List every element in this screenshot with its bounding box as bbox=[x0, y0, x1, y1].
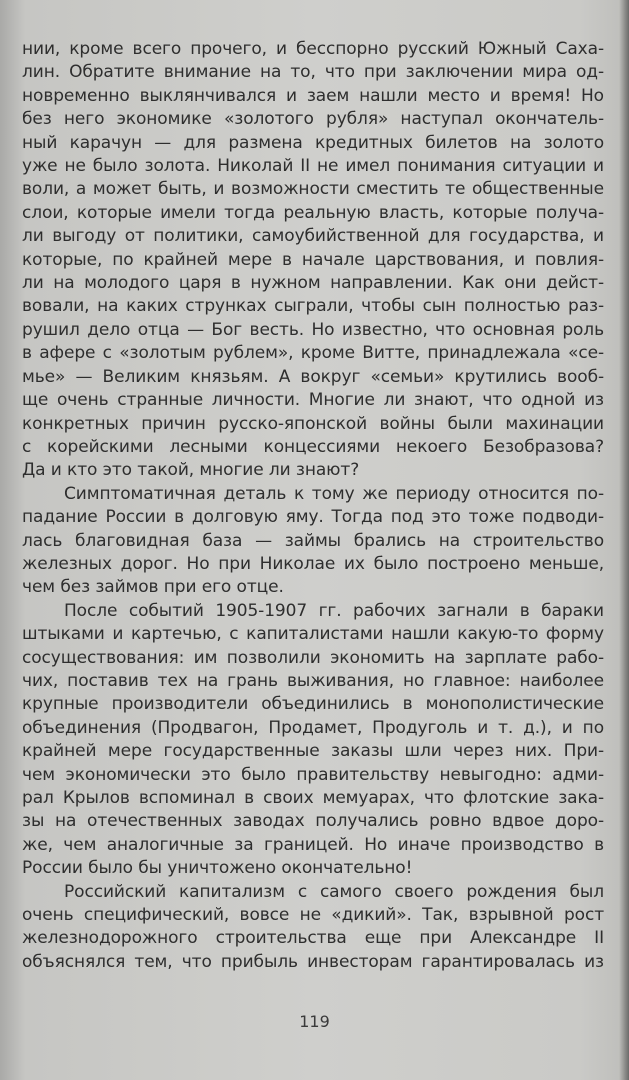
text-line: Симптоматичная деталь к тому же периоду относится по- bbox=[64, 483, 604, 504]
text-line: слои, которые имели тогда реальную власть, которые получа- bbox=[22, 202, 604, 223]
text-line: нии, кроме всего прочего, и бесспорно русский Южный Саха- bbox=[22, 39, 604, 59]
text-line: без него экономике «золотого рубля» наступал окончатель- bbox=[22, 109, 604, 130]
text-line: падание России в долговую яму. Тогда под это тоже подводи- bbox=[22, 507, 604, 528]
text-line: лась благовидная база — займы брались на строительство bbox=[22, 530, 604, 551]
text-line: мье» — Великим князьям. А вокруг «семьи» крутились вооб- bbox=[22, 366, 604, 387]
text-line: крупные производители объединились в монополистические bbox=[22, 694, 604, 715]
text-line: уже не было золота. Николай II не имел понимания ситуации и bbox=[22, 156, 604, 177]
text-line: России было бы уничтожено окончательно! bbox=[22, 858, 413, 879]
paragraph bbox=[22, 881, 604, 975]
text-line: же, чем аналогичные за границей. Но иначе производство в bbox=[22, 834, 604, 855]
text-line: чем без займов при его отце. bbox=[22, 577, 284, 598]
text-line: ный карачун — для размена кредитных билетов на золото bbox=[22, 132, 604, 153]
text-line: объяснялся тем, что прибыль инвесторам гарантировалась из bbox=[22, 951, 604, 972]
text-line: рал Крылов вспоминал в своих мемуарах, что флотские зака- bbox=[22, 788, 604, 808]
text-line: Да и кто это такой, многие ли знают? bbox=[22, 460, 360, 481]
text-line: новременно выклянчивался и заем нашли место и время! Но bbox=[22, 85, 604, 106]
body-text bbox=[22, 38, 604, 974]
page-number: 119 bbox=[299, 1012, 330, 1031]
text-line: с корейскими лесными концессиями некоего Безобразова? bbox=[22, 436, 604, 457]
text-line: чих, поставив тех на грань выживания, но главное: наиболее bbox=[22, 670, 604, 691]
text-line: После событий 1905-1907 гг. рабочих загнали в бараки bbox=[64, 600, 604, 621]
text-line: Российский капитализм с самого своего рождения был bbox=[64, 881, 604, 902]
text-line: зы на отечественных заводах получались ровно вдвое доро- bbox=[22, 811, 604, 832]
text-line: в афере с «золотым рублем», кроме Витте, принадлежала «се- bbox=[22, 343, 604, 364]
text-line: чем экономически это было правительству невыгодно: адми- bbox=[22, 764, 604, 785]
text-line: железнодорожного строительства еще при Александре II bbox=[22, 928, 604, 949]
page-edge-shadow bbox=[619, 0, 629, 1080]
text-line: ли на молодого царя в нужном направлении. Как они дейст- bbox=[22, 273, 604, 294]
text-line: железных дорог. Но при Николае их было построено меньше, bbox=[22, 553, 604, 574]
text-line: очень специфический, вовсе не «дикий». Так, взрывной рост bbox=[22, 905, 604, 926]
paragraph bbox=[22, 483, 604, 600]
text-line: ли выгоду от политики, самоубийственной для государства, и bbox=[22, 226, 604, 247]
text-line: объединения (Продвагон, Продамет, Продуголь и т. д.), и по bbox=[22, 717, 604, 738]
text-line: которые, по крайней мере в начале царствования, и повлия- bbox=[22, 249, 604, 270]
text-line: ще очень странные личности. Многие ли знают, что одной из bbox=[22, 390, 604, 411]
text-line: рушил дело отца — Бог весть. Но известно, что основная роль bbox=[22, 319, 604, 340]
paragraph bbox=[22, 38, 604, 483]
text-line: штыками и картечью, с капиталистами нашли какую-то форму bbox=[22, 624, 604, 645]
text-line: крайней мере государственные заказы шли через них. При- bbox=[22, 741, 604, 762]
text-line: конкретных причин русско-японской войны были махинации bbox=[22, 413, 604, 434]
text-line: лин. Обратите внимание на то, что при заключении мира од- bbox=[22, 62, 604, 83]
text-line: воли, а может быть, и возможности сместить те общественные bbox=[22, 179, 604, 200]
text-line: вовали, на каких струнках сыграли, чтобы сын полностью раз- bbox=[22, 296, 604, 317]
paragraph bbox=[22, 600, 604, 881]
text-line: сосуществования: им позволили экономить на зарплате рабо- bbox=[22, 647, 604, 668]
